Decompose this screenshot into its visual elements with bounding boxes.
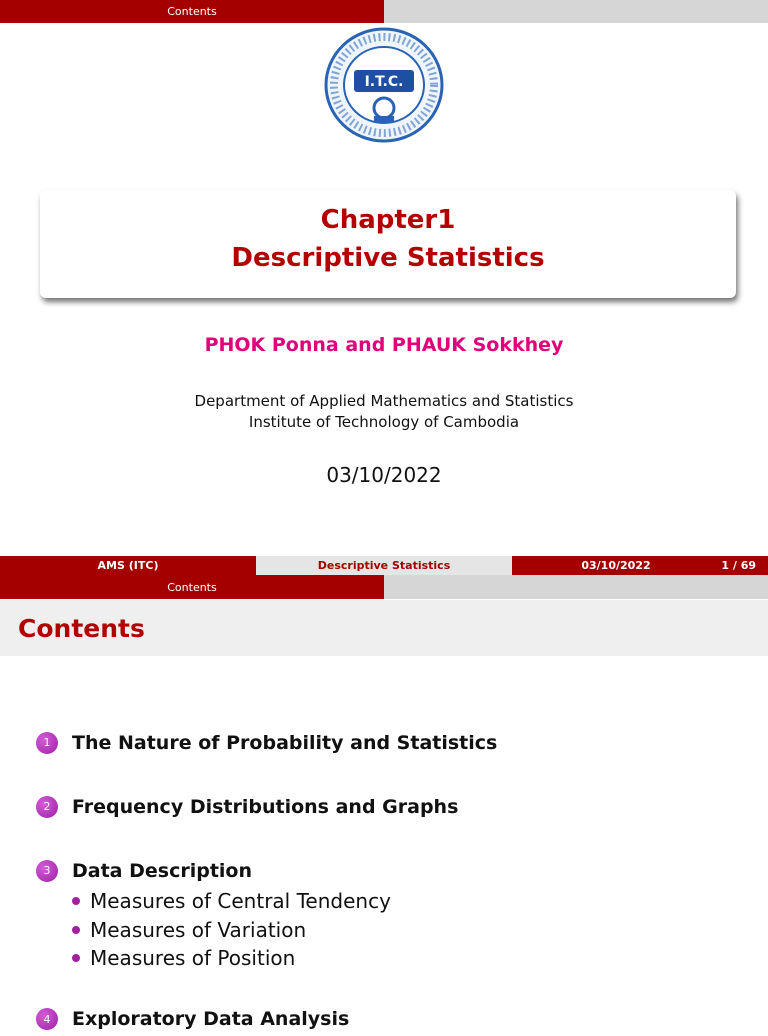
footer-right [512, 556, 768, 575]
slide2-navigation-bar [0, 575, 768, 599]
department-line: Department of Applied Mathematics and Statistics [194, 392, 574, 410]
table-of-contents [36, 726, 756, 1036]
footer-date: 03/10/2022 [581, 559, 651, 572]
toc-item[interactable] [36, 854, 756, 887]
toc-item-label: Data Description [72, 859, 252, 882]
toc-subitem-label: Measures of Central Tendency [90, 889, 391, 914]
chapter-title: Chapter1 [320, 205, 456, 235]
toc-item[interactable] [36, 726, 756, 759]
nav-blank-2 [384, 575, 768, 599]
section-number-badge: 2 [36, 796, 58, 818]
footer-title: Descriptive Statistics [256, 556, 512, 575]
institute-line: Institute of Technology of Cambodia [248, 413, 520, 431]
bullet-icon [72, 926, 80, 934]
presentation-date: 03/10/2022 [326, 463, 442, 487]
top-navigation-bar [0, 0, 768, 23]
bullet-icon [72, 954, 80, 962]
frame-title-bar [0, 600, 768, 656]
toc-item[interactable] [36, 790, 756, 823]
toc-subitem-label: Measures of Variation [90, 917, 307, 942]
section-number-badge: 1 [36, 732, 58, 754]
toc-subitem-label: Measures of Position [90, 946, 296, 971]
authors: PHOK Ponna and PHAUK Sokkhey [204, 334, 564, 356]
section-number-badge: 4 [36, 1008, 58, 1030]
toc-item-label: The Nature of Probability and Statistics [72, 731, 498, 754]
logo-text: I.T.C. [364, 74, 404, 90]
chapter-subtitle: Descriptive Statistics [231, 243, 545, 273]
nav-blank [384, 0, 768, 23]
institution [0, 391, 768, 433]
bullet-icon [72, 897, 80, 905]
toc-item-label: Frequency Distributions and Graphs [72, 795, 459, 818]
contents-heading: Contents [18, 614, 145, 643]
section-number-badge: 3 [36, 860, 58, 882]
footer-author: AMS (ITC) [0, 556, 256, 575]
footer-page-number: 1 / 69 [721, 559, 756, 572]
toc-subitem[interactable] [36, 944, 756, 973]
slide-footer [0, 556, 768, 575]
itc-logo [322, 26, 446, 144]
nav-contents-link[interactable]: Contents [0, 0, 384, 23]
toc-subitem[interactable] [36, 916, 756, 945]
title-block [40, 190, 736, 298]
nav-contents-link-2[interactable]: Contents [0, 575, 384, 599]
toc-item-label: Exploratory Data Analysis [72, 1008, 350, 1030]
toc-item[interactable] [36, 1003, 756, 1036]
toc-subitem[interactable] [36, 887, 756, 916]
